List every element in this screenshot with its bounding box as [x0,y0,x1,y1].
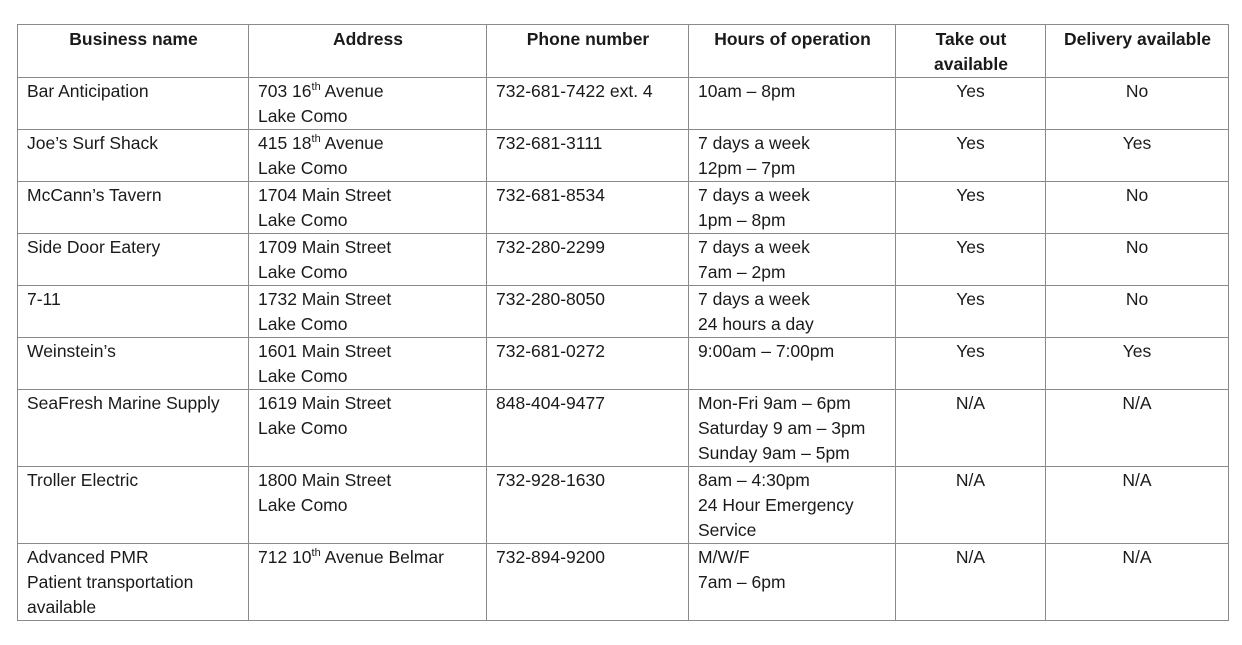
business-name-line: Troller Electric [27,470,139,490]
address-number: 703 16 [258,81,312,101]
hours-line: 7am – 2pm [698,262,786,282]
table-body [18,78,1229,621]
table-row [18,338,1229,390]
take-out-value: N/A [955,393,986,413]
address-line-1 [258,235,478,260]
cell-hours [689,182,896,234]
address-number: 1709 Main Street [258,237,392,257]
hours-line: Mon-Fri 9am – 6pm [698,393,851,413]
cell-address [249,78,487,130]
cell-take-out [896,544,1046,621]
phone-number: 732-681-8534 [496,185,605,205]
address-ordinal-suffix: th [311,133,321,146]
delivery-value: No [1125,237,1149,257]
cell-business-name [18,182,249,234]
cell-phone-number [487,234,689,286]
take-out-value: Yes [956,133,985,153]
address-line-2: Lake Como [258,314,348,334]
address-line-1 [258,391,478,416]
header-business-name: Business name [18,25,249,78]
cell-phone-number [487,390,689,467]
hours-line: Saturday 9 am – 3pm [698,418,866,438]
hours-line: 10am – 8pm [698,81,796,101]
hours-line: 24 hours a day [698,314,814,334]
business-name-line: Patient transportation [27,572,194,592]
cell-phone-number [487,467,689,544]
cell-take-out [896,338,1046,390]
cell-delivery [1046,130,1229,182]
table-row [18,467,1229,544]
phone-number: 732-280-2299 [496,237,605,257]
cell-phone-number [487,182,689,234]
hours-line: 24 Hour Emergency [698,495,854,515]
cell-phone-number [487,544,689,621]
table-row [18,234,1229,286]
address-line-2: Lake Como [258,106,348,126]
header-row [18,25,1229,78]
cell-address [249,182,487,234]
business-name-line: Bar Anticipation [27,81,149,101]
phone-number: 848-404-9477 [496,393,605,413]
table-row [18,286,1229,338]
phone-number: 732-928-1630 [496,470,605,490]
header-hours-of-operation: Hours of operation [689,25,896,78]
address-number: 415 18 [258,133,312,153]
address-street: Avenue [320,81,384,101]
table-row [18,390,1229,467]
hours-line: 12pm – 7pm [698,158,796,178]
cell-business-name [18,234,249,286]
hours-line: 7am – 6pm [698,572,786,592]
address-line-1 [258,79,478,104]
phone-number: 732-280-8050 [496,289,605,309]
address-line-2: Lake Como [258,495,348,515]
take-out-value: Yes [956,237,985,257]
address-street: Avenue [320,133,384,153]
hours-line: M/W/F [698,547,750,567]
delivery-value: No [1125,185,1149,205]
hours-line: 7 days a week [698,133,810,153]
cell-address [249,130,487,182]
cell-hours [689,286,896,338]
cell-delivery [1046,544,1229,621]
take-out-value: Yes [956,289,985,309]
address-number: 712 10 [258,547,312,567]
address-line-1 [258,468,478,493]
business-name-line: available [27,597,97,617]
cell-business-name [18,286,249,338]
cell-delivery [1046,286,1229,338]
address-number: 1800 Main Street [258,470,392,490]
address-line-1 [258,183,478,208]
address-ordinal-suffix: th [311,81,321,94]
address-number: 1732 Main Street [258,289,392,309]
address-ordinal-suffix: th [311,547,321,560]
hours-line: 7 days a week [698,237,810,257]
cell-take-out [896,130,1046,182]
business-name-line: Side Door Eatery [27,237,161,257]
hours-line: 7 days a week [698,185,810,205]
address-line-2: Lake Como [258,210,348,230]
hours-line: 8am – 4:30pm [698,470,810,490]
cell-hours [689,130,896,182]
business-table-container [17,24,1229,621]
table-row [18,78,1229,130]
take-out-value: N/A [955,470,986,490]
cell-delivery [1046,467,1229,544]
cell-address [249,338,487,390]
cell-take-out [896,390,1046,467]
address-line-1 [258,131,478,156]
cell-hours [689,467,896,544]
header-address: Address [249,25,487,78]
cell-delivery [1046,78,1229,130]
address-street: Avenue Belmar [320,547,444,567]
delivery-value: N/A [1122,547,1152,567]
cell-hours [689,78,896,130]
phone-number: 732-681-7422 ext. 4 [496,81,653,101]
table-row [18,544,1229,621]
hours-line: Service [698,520,757,540]
address-line-2: Lake Como [258,366,348,386]
cell-address [249,544,487,621]
take-out-value: N/A [955,547,986,567]
cell-business-name [18,338,249,390]
cell-business-name [18,544,249,621]
cell-delivery [1046,390,1229,467]
address-number: 1619 Main Street [258,393,392,413]
cell-business-name [18,390,249,467]
address-line-2: Lake Como [258,158,348,178]
cell-business-name [18,467,249,544]
address-line-2: Lake Como [258,418,348,438]
business-name-line: Advanced PMR [27,547,149,567]
address-number: 1601 Main Street [258,341,392,361]
delivery-value: No [1125,81,1149,101]
cell-hours [689,544,896,621]
header-phone-number: Phone number [487,25,689,78]
hours-line: 9:00am – 7:00pm [698,341,835,361]
cell-business-name [18,78,249,130]
business-name-line: Joe’s Surf Shack [27,133,158,153]
cell-hours [689,234,896,286]
cell-delivery [1046,234,1229,286]
take-out-value: Yes [956,81,985,101]
business-name-line: SeaFresh Marine Supply [27,393,220,413]
cell-phone-number [487,338,689,390]
header-delivery: Delivery available [1046,25,1229,78]
cell-business-name [18,130,249,182]
phone-number: 732-894-9200 [496,547,605,567]
delivery-value: Yes [1122,133,1152,153]
cell-take-out [896,286,1046,338]
address-line-2: Lake Como [258,262,348,282]
cell-phone-number [487,286,689,338]
cell-address [249,286,487,338]
business-name-line: McCann’s Tavern [27,185,162,205]
delivery-value: Yes [1122,341,1152,361]
cell-take-out [896,78,1046,130]
header-take-out: Take out available [896,25,1046,78]
address-line-1 [258,545,478,570]
take-out-value: Yes [956,341,985,361]
cell-delivery [1046,338,1229,390]
delivery-value: N/A [1122,393,1152,413]
address-number: 1704 Main Street [258,185,392,205]
cell-hours [689,390,896,467]
cell-take-out [896,182,1046,234]
phone-number: 732-681-0272 [496,341,605,361]
business-name-line: Weinstein’s [27,341,116,361]
hours-line: 7 days a week [698,289,810,309]
cell-hours [689,338,896,390]
cell-address [249,234,487,286]
address-line-1 [258,339,478,364]
delivery-value: No [1125,289,1149,309]
hours-line: 1pm – 8pm [698,210,786,230]
cell-phone-number [487,78,689,130]
table-row [18,182,1229,234]
delivery-value: N/A [1122,470,1152,490]
table-row [18,130,1229,182]
business-table [17,24,1229,621]
cell-phone-number [487,130,689,182]
cell-address [249,467,487,544]
phone-number: 732-681-3111 [496,133,603,153]
cell-address [249,390,487,467]
business-name-line: 7-11 [27,289,61,309]
hours-line: Sunday 9am – 5pm [698,443,850,463]
cell-take-out [896,467,1046,544]
cell-delivery [1046,182,1229,234]
address-line-1 [258,287,478,312]
take-out-value: Yes [956,185,985,205]
cell-take-out [896,234,1046,286]
